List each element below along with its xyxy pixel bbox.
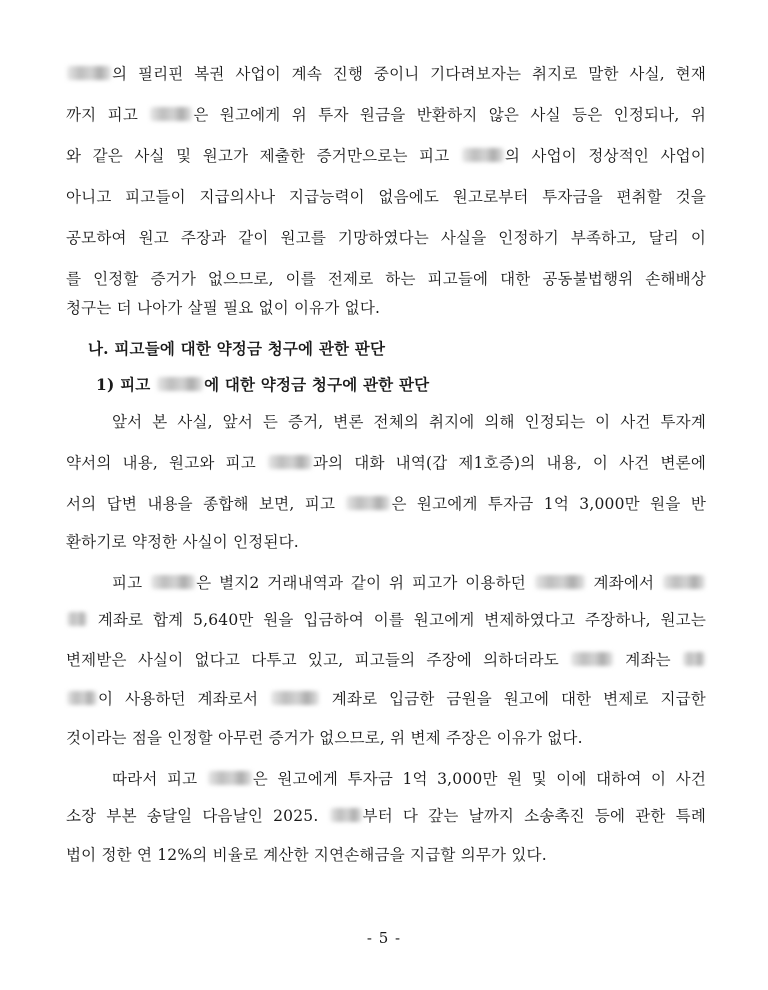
redacted-bank [67, 612, 87, 626]
redacted-bank [571, 652, 613, 666]
text-line: 환하기로 약정한 사실이 인정된다. [66, 533, 299, 551]
text-line: 약서의 내용, 원고와 피고 과의 대화 내역(갑 제1호증)의 내용, 이 사건 변론에 [66, 454, 706, 472]
redacted-name [346, 496, 390, 510]
text-line: 청구는 더 나아가 살필 필요 없이 이유가 없다. [66, 299, 381, 317]
redacted-name [157, 377, 203, 391]
redacted-date [330, 808, 362, 822]
redacted-name [67, 66, 111, 80]
redacted-name [462, 148, 504, 162]
text-line: 앞서 본 사실, 앞서 든 증거, 변론 전체의 취지에 의해 인정되는 이 사건 투자계 [112, 413, 706, 431]
text-line: 공모하여 원고 주장과 같이 원고를 기망하였다는 사실을 인정하기 부족하고, 달리 이 [66, 229, 706, 247]
section-heading: 나. 피고들에 대한 약정금 청구에 관한 판단 [88, 339, 386, 358]
redacted-name [208, 771, 252, 785]
page-number: - 5 - [366, 929, 402, 947]
text-line: 와 같은 사실 및 원고가 제출한 증거만으로는 피고 의 사업이 정상적인 사업이 [66, 147, 706, 165]
redacted-name [67, 691, 97, 705]
redacted-name [683, 652, 705, 666]
text-line: 소장 부본 송달일 다음날인 2025. 부터 다 갚는 날까지 소송촉진 등에 관한 특례 [66, 807, 706, 825]
subsection-heading: 1) 피고 에 대한 약정금 청구에 관한 판단 [96, 375, 430, 394]
text-line: 아니고 피고들이 지급의사나 지급능력이 없음에도 원고로부터 투자금을 편취할 것을 [66, 188, 706, 206]
text-line: 이 사용하던 계좌로서 계좌로 입금한 금원을 원고에 대한 변제로 지급한 [66, 689, 706, 709]
text-line: 를 인정할 증거가 없으므로, 이를 전제로 하는 피고들에 대한 공동불법행위 손해배상 [66, 270, 706, 288]
redacted-name [268, 455, 312, 469]
text-line: 서의 답변 내용을 종합해 보면, 피고 은 원고에게 투자금 1억 3,000만 원을 반 [66, 495, 707, 513]
text-line: 의 필리핀 복권 사업이 계속 진행 중이니 기다려보자는 취지로 말한 사실, 현재 [66, 64, 706, 84]
text-line: 법이 정한 연 12%의 비율로 계산한 지연손해금을 지급할 의무가 있다. [66, 846, 547, 864]
redacted-name [150, 107, 192, 121]
text-line: 것이라는 점을 인정할 아무런 증거가 없으므로, 위 변제 주장은 이유가 없다. [66, 729, 583, 747]
redacted-bank [663, 575, 705, 589]
text-line: 계좌로 합계 5,640만 원을 입금하여 이를 원고에게 변제하였다고 주장하나, 원고는 [66, 610, 706, 630]
text-line: 변제받은 사실이 없다고 다투고 있고, 피고들의 주장에 의하더라도 계좌는 [66, 650, 706, 670]
redacted-name [151, 575, 195, 589]
text-line: 까지 피고 은 원고에게 위 투자 원금을 반환하지 않은 사실 등은 인정되나, 위 [66, 106, 706, 124]
text-line: 따라서 피고 은 원고에게 투자금 1억 3,000만 원 및 이에 대하여 이 사건 [112, 770, 707, 788]
redacted-bank [271, 691, 319, 705]
text-line: 피고 은 별지2 거래내역과 같이 위 피고가 이용하던 계좌에서 [112, 573, 706, 593]
redacted-bank [535, 575, 585, 589]
